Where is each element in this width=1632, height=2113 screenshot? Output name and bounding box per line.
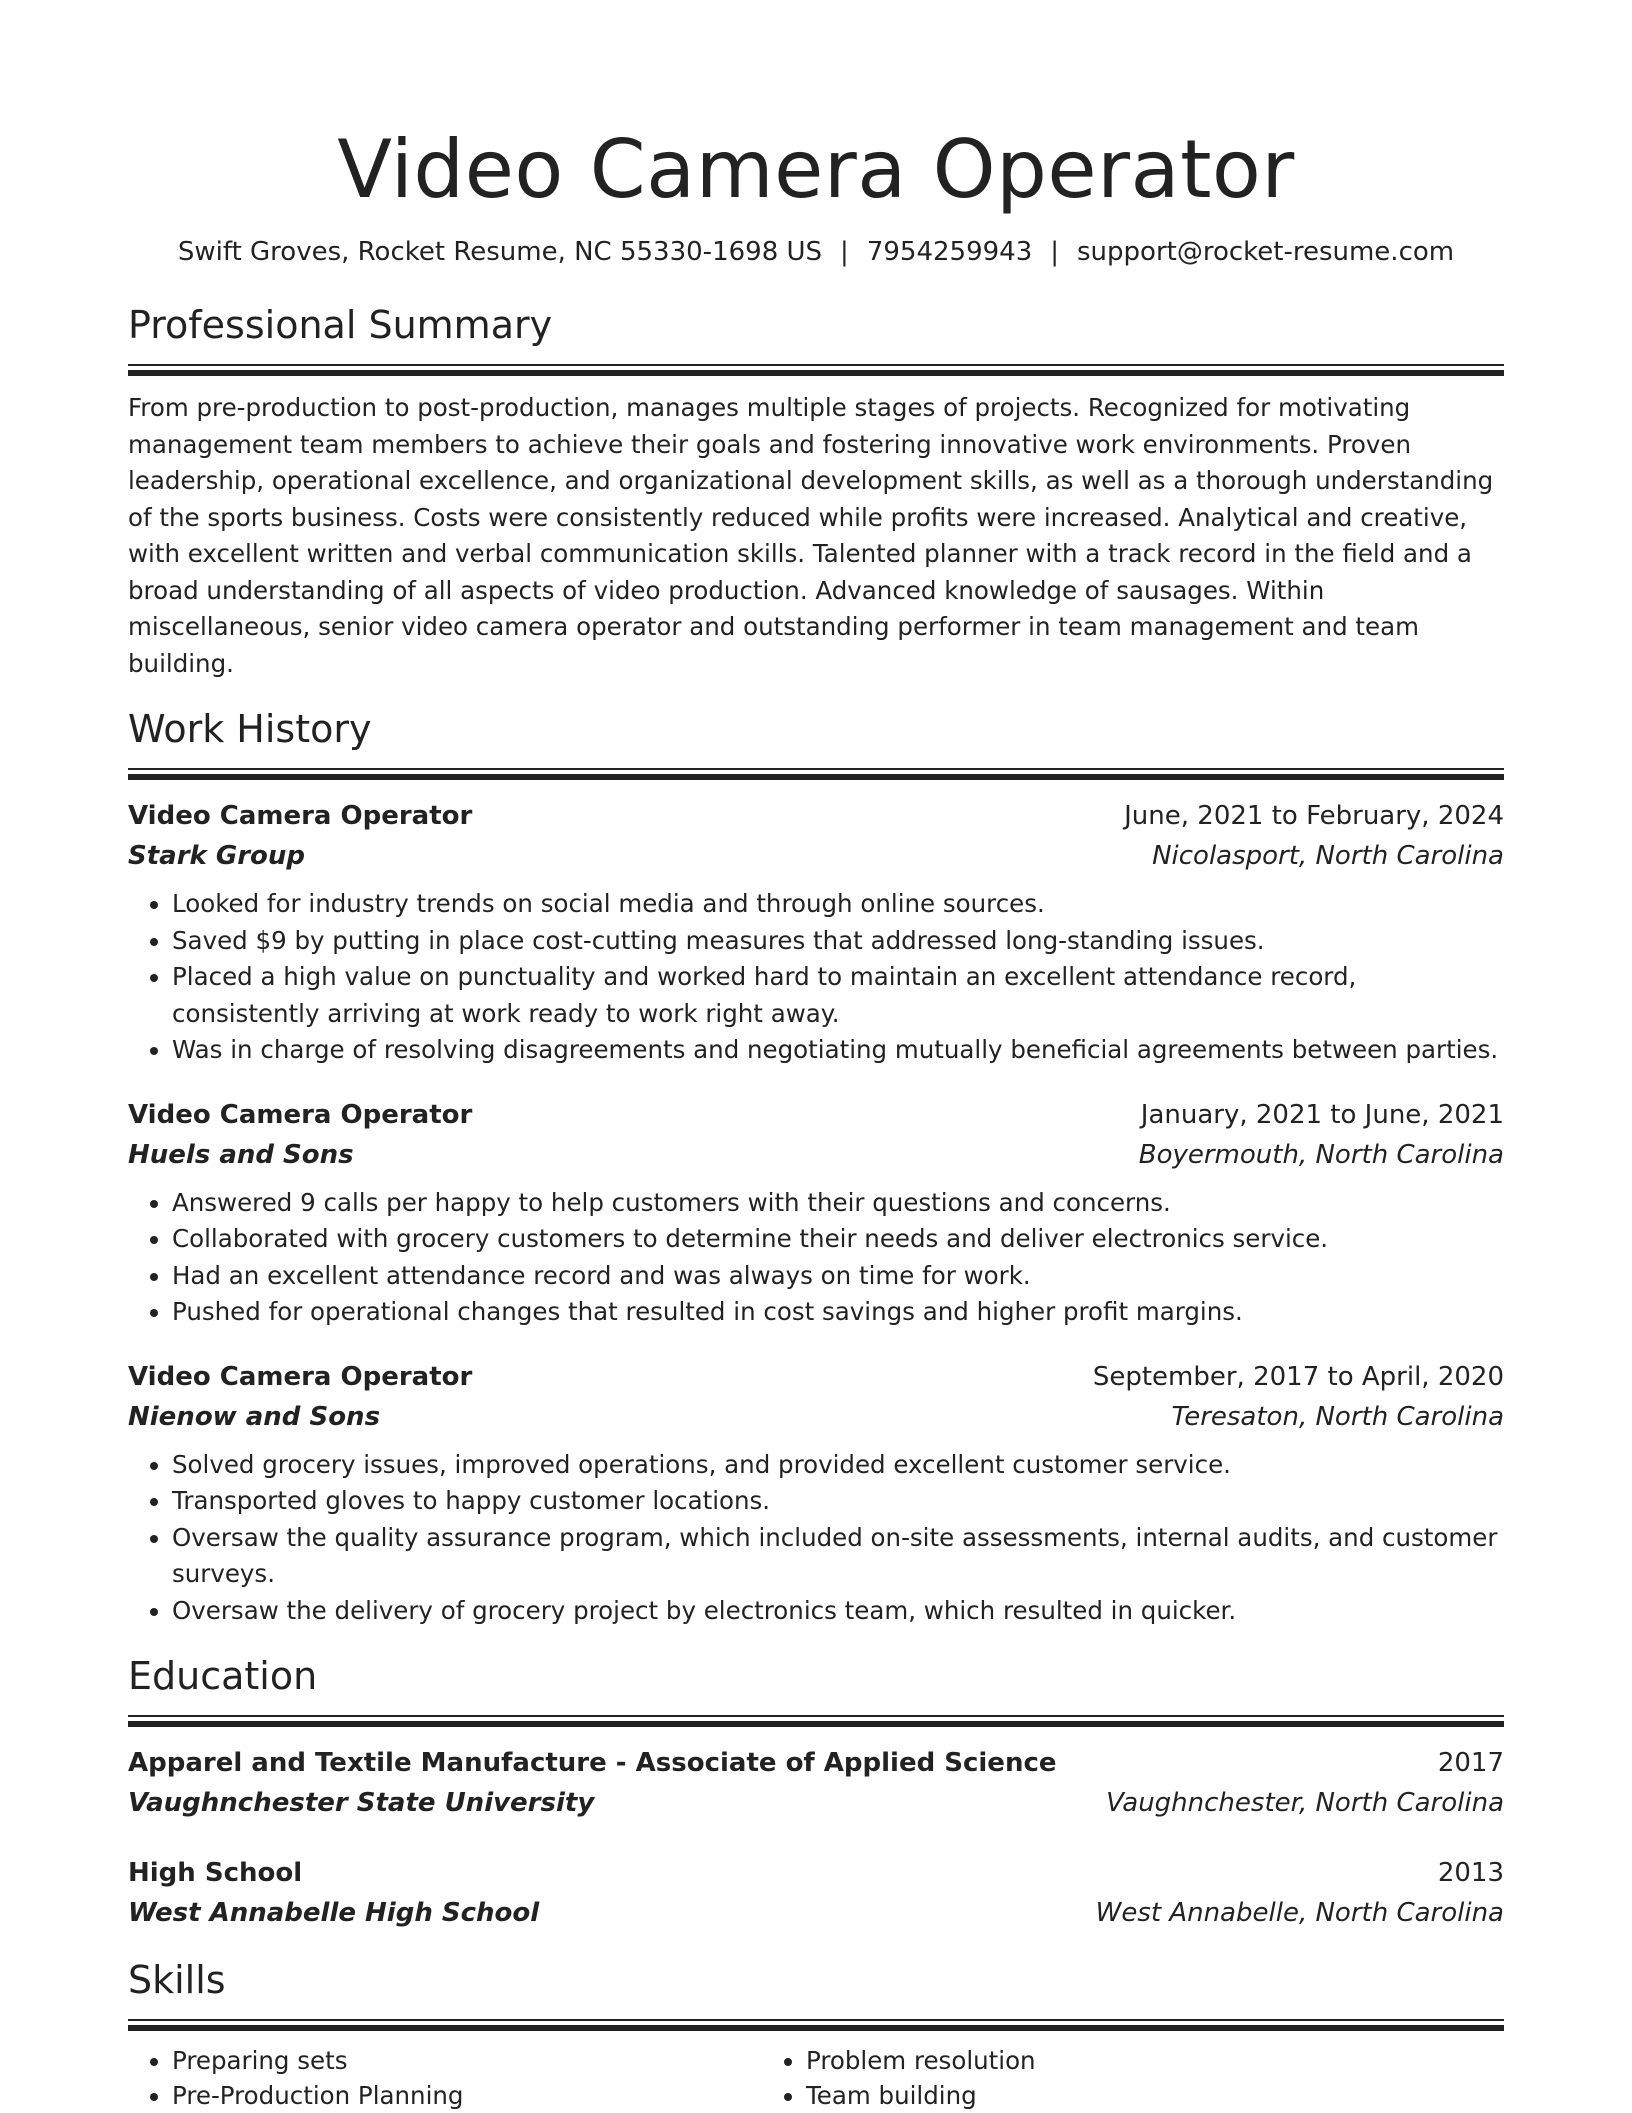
education-entry (128, 1743, 1504, 1823)
job-bullet: • Was in charge of resolving disagreements and negotiating mutually beneficial agreements between parties. (172, 1032, 1504, 1069)
job-dates: January, 2021 to June, 2021 (1140, 1099, 1504, 1130)
job-subheader (128, 1135, 1504, 1175)
education-location: West Annabelle, North Carolina (1095, 1898, 1504, 1928)
job-bullet: • Collaborated with grocery customers to determine their needs and deliver electronics service. (172, 1221, 1504, 1258)
job-subheader (128, 1397, 1504, 1437)
job-bullet: • Answered 9 calls per happy to help customers with their questions and concerns. (172, 1185, 1504, 1222)
job-subheader (128, 836, 1504, 876)
job-header (128, 1357, 1504, 1397)
education-degree: Apparel and Textile Manufacture - Associate of Applied Science (128, 1748, 1057, 1778)
section-title-summary: Professional Summary (128, 303, 553, 347)
contact-line (128, 234, 1504, 270)
skills-section (128, 1955, 1504, 2113)
job-company: Huels and Sons (128, 1139, 354, 1170)
job-location: Boyermouth, North Carolina (1138, 1139, 1504, 1170)
skill-item: • Team building (806, 2078, 1396, 2113)
summary-text: From pre-production to post-production, manages multiple stages of projects. Recognized for motivating management team members to achieve their goals and fostering innovative work environments. Proven leadership, operational excellence, and organizational development skills, as well as a thorough understanding of the sports business. Costs were consistently reduced while profits were increased. Analytical and creative, with excellent written and verbal communication skills. Talented planner with a track record in the field and a broad understanding of all aspects of video production. Advanced knowledge of sausages. Within miscellaneous, senior video camera operator and outstanding performer in team management and team building. (128, 393, 1494, 678)
education-header (128, 1743, 1504, 1783)
job-company: Stark Group (128, 841, 306, 871)
section-title-work: Work History (128, 707, 372, 751)
skills-column-left (128, 2043, 762, 2113)
skills-column-right (762, 2043, 1396, 2113)
job-entry (128, 796, 1504, 1069)
job-bullet: • Had an excellent attendance record and was always on time for work. (172, 1258, 1504, 1295)
section-title-skills: Skills (128, 1958, 226, 2002)
education-subheader (128, 1783, 1504, 1823)
job-title: Video Camera Operator (128, 1099, 473, 1130)
job-header (128, 796, 1504, 836)
resume-name: Video Camera Operator (337, 123, 1295, 216)
job-bullets (128, 1447, 1504, 1630)
skill-item: • Pre-Production Planning (172, 2078, 762, 2113)
section-divider (128, 1715, 1504, 1717)
section-divider (128, 364, 1504, 366)
education-year: 2017 (1437, 1748, 1504, 1778)
section-divider-thick (128, 2025, 1504, 2031)
education-section (128, 1651, 1504, 1933)
job-title: Video Camera Operator (128, 1361, 473, 1392)
education-subheader (128, 1893, 1504, 1933)
job-title: Video Camera Operator (128, 801, 473, 831)
work-history-section (128, 704, 1504, 1629)
education-school: Vaughnchester State University (128, 1788, 595, 1818)
contact-email[interactable]: support@rocket-resume.com (1077, 237, 1455, 267)
job-location: Teresaton, North Carolina (1171, 1401, 1504, 1432)
section-title-education: Education (128, 1654, 318, 1698)
education-header (128, 1853, 1504, 1893)
job-bullet: • Placed a high value on punctuality and worked hard to maintain an excellent attendance record, consistently arriving at work ready to work right away. (172, 959, 1504, 1032)
job-dates: June, 2021 to February, 2024 (1124, 801, 1504, 831)
skill-item: • Preparing sets (172, 2043, 762, 2078)
summary-section (128, 300, 1504, 682)
contact-separator: | (1050, 237, 1059, 267)
education-entry (128, 1853, 1504, 1933)
job-entry (128, 1357, 1504, 1630)
job-location: Nicolasport, North Carolina (1152, 841, 1504, 871)
job-bullet: • Oversaw the delivery of grocery project by electronics team, which resulted in quicker. (172, 1593, 1504, 1630)
job-bullet: • Pushed for operational changes that resulted in cost savings and higher profit margins. (172, 1294, 1504, 1331)
section-divider-thick (128, 774, 1504, 780)
contact-phone: 7954259943 (866, 237, 1033, 267)
job-dates: September, 2017 to April, 2020 (1092, 1361, 1504, 1392)
job-header (128, 1095, 1504, 1135)
section-divider-thick (128, 370, 1504, 376)
section-divider (128, 2019, 1504, 2021)
education-school: West Annabelle High School (128, 1898, 540, 1928)
section-divider-thick (128, 1721, 1504, 1727)
job-bullets (128, 1185, 1504, 1331)
job-bullet: • Solved grocery issues, improved operations, and provided excellent customer service. (172, 1447, 1504, 1484)
education-location: Vaughnchester, North Carolina (1106, 1788, 1504, 1818)
contact-separator: | (840, 237, 849, 267)
education-year: 2013 (1437, 1858, 1504, 1888)
job-bullet: • Saved $9 by putting in place cost-cutting measures that addressed long-standing issues. (172, 923, 1504, 960)
contact-address: Swift Groves, Rocket Resume, NC 55330-1698 US (177, 237, 823, 267)
education-degree: High School (128, 1858, 303, 1888)
skill-item: • Problem resolution (806, 2043, 1396, 2078)
job-bullet: • Oversaw the quality assurance program, which included on-site assessments, internal audits, and customer surveys. (172, 1520, 1504, 1593)
skills-columns (128, 2043, 1504, 2113)
job-entry (128, 1095, 1504, 1331)
job-company: Nienow and Sons (128, 1401, 381, 1432)
job-bullets (128, 886, 1504, 1069)
section-divider (128, 768, 1504, 770)
job-bullet: • Transported gloves to happy customer locations. (172, 1483, 1504, 1520)
job-bullet: • Looked for industry trends on social media and through online sources. (172, 886, 1504, 923)
